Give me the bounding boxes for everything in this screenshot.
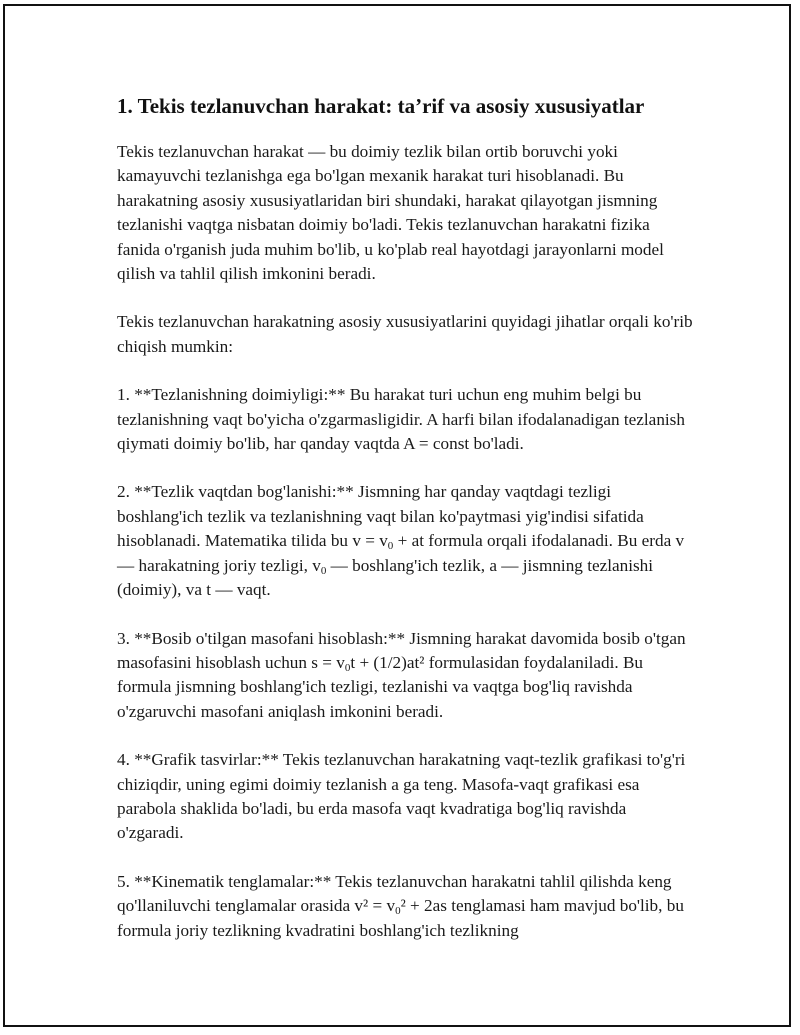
- list-item-kinematic-equations: [117, 870, 697, 943]
- list-item-velocity-time: [117, 480, 697, 602]
- document-body: [117, 92, 697, 967]
- text-run: ² + 2as tenglamasi ham mavjud bo'lib, bu formula joriy tezlikning kvadratini boshlang'ich tezlikning: [117, 896, 684, 940]
- list-item-acceleration-constancy: 1. **Tezlanishning doimiyligi:** Bu harakat turi uchun eng muhim belgi bu tezlanishning vaqt bo'yicha o'zgarmasligidir. A harfi bilan ifodalanadigan tezlanish qiymati doimiy bo'lib, har qanday vaqtda A = const bo'ladi.: [117, 385, 685, 454]
- lead-in-paragraph: Tekis tezlanuvchan harakatning asosiy xususiyatlarini quyidagi jihatlar orqali ko'rib chiqish mumkin:: [117, 312, 693, 356]
- subscript: 0: [387, 540, 394, 553]
- text-run: 3. **Bosib o'tilgan masofani hisoblash:** Jismning harakat davomida bosib o'tgan masofasini hisoblash uchun s = v: [117, 628, 686, 672]
- subscript: 0: [344, 661, 351, 674]
- text-run: + at formula orqali ifodalanadi. Bu erda v — harakatning joriy tezligi, v: [117, 531, 685, 575]
- subscript: 0: [320, 564, 327, 577]
- text-run: t + (1/2)at² formulasidan foydalaniladi. Bu formula jismning boshlang'ich tezligi, tezlanishi va vaqtga bog'liq ravishda o'zgaruvchi masofani aniqlash imkonini beradi.: [117, 652, 644, 721]
- section-title: 1. Tekis tezlanuvchan harakat: ta’rif va asosiy xususiyatlar: [117, 94, 645, 118]
- text-run: — boshlang'ich tezlik, a — jismning tezlanishi (doimiy), va t — vaqt.: [117, 555, 654, 600]
- text-run: 5. **Kinematik tenglamalar:** Tekis tezlanuvchan harakatni tahlil qilishda keng qo'llaniluvchi tenglamalar orasida v² = v: [117, 871, 672, 916]
- intro-paragraph: Tekis tezlanuvchan harakat — bu doimiy tezlik bilan ortib boruvchi yoki kamayuvchi tezlanishga ega bo'lgan mexanik harakat turi hisoblanadi. Bu harakatning asosiy xususiyatlaridan biri shundaki, harakat qilayotgan jismning tezlanishi vaqtga nisbatan doimiy bo'ladi. Tekis tezlanuvchan harakatni fizika fanida o'rganish juda muhim bo'lib, u ko'plab real hayotdagi jarayonlarni model qilish va tahlil qilish imkonini beradi.: [117, 142, 664, 284]
- list-item-graphs: 4. **Grafik tasvirlar:** Tekis tezlanuvchan harakatning vaqt-tezlik grafikasi to'g'ri chiziqdir, uning egimi doimiy tezlanish a ga teng. Masofa-vaqt grafikasi esa parabola shaklida bo'ladi, bu erda masofa vaqt kvadratiga bog'liq ravishda o'zgaradi.: [117, 750, 686, 843]
- subscript: 0: [395, 905, 401, 918]
- text-run: 2. **Tezlik vaqtdan bog'lanishi:** Jismning har qanday vaqtdagi tezligi boshlang'ich tezlik va tezlanishning vaqt bilan ko'paytmasi yig'indisi sifatida hisoblanadi. Matematika tilida bu v = v: [117, 482, 644, 551]
- list-item-distance: [117, 627, 697, 725]
